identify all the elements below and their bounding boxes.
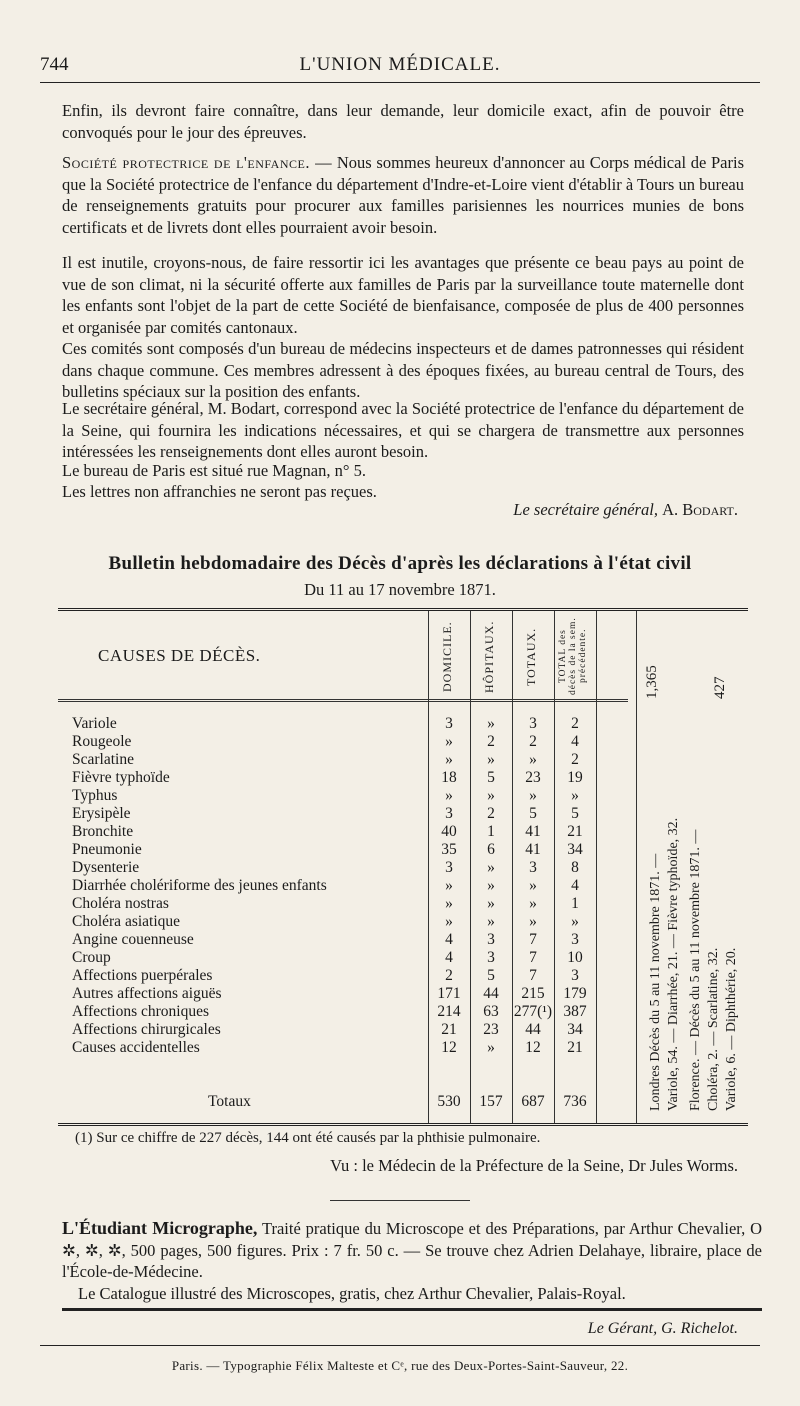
separator [330,1200,470,1201]
paragraph-societe [62,152,744,238]
paragraph-7: Les lettres non affranchies ne seront pas reçues. [62,482,377,501]
deaths-table [58,608,748,1126]
cell-prev: 179 [563,985,587,1002]
table-row [58,895,628,913]
table-row [58,949,628,967]
cause-label: Affections chroniques [72,1003,210,1020]
advertisement [62,1218,762,1304]
cell-hop: 5 [487,769,495,786]
footer-rule [40,1345,760,1346]
cause-label: Scarlatine [72,751,134,768]
cause-label: Rougeole [72,733,132,750]
cell-tot: 277(¹) [513,1003,553,1020]
cell-hop: 6 [487,841,495,858]
table-row [58,751,628,769]
cell-hop: » [487,787,495,804]
cell-hop: 3 [487,931,495,948]
table-row [58,1021,628,1039]
cell-tot: 7 [529,967,537,984]
col-head-precedente: TOTAL des décès de la sem. précédente. [558,617,588,695]
cell-dom: 4 [445,931,453,948]
bulletin-title: Bulletin hebdomadaire des Décès d'après les déclarations à l'état civil [108,553,692,574]
paragraph-1: Enfin, ils devront faire connaître, dans leur demande, leur domicile exact, afin de pouvoir être convoqués pour le jour des épreuves. [62,101,744,142]
cell-prev: 4 [571,877,579,894]
cell-dom: 21 [441,1021,457,1038]
cell-dom: » [445,787,453,804]
cell-hop: » [487,859,495,876]
cell-tot: » [529,877,537,894]
page-header [40,52,760,83]
signature-name: A. Bodart. [662,500,738,519]
ad-catalogue: Le Catalogue illustré des Microscopes, gratis, chez Arthur Chevalier, Palais-Royal. [78,1283,626,1303]
cell-dom: 2 [445,967,453,984]
cell-dom: » [445,751,453,768]
double-rule [62,1308,762,1314]
cell-tot: 12 [525,1039,541,1056]
cell-prev: 21 [567,823,583,840]
cell-hop: 44 [483,985,499,1002]
cell-tot: 7 [529,931,537,948]
vu-signature: Vu : le Médecin de la Préfecture de la Seine, Dr Jules Worms. [330,1156,738,1175]
cause-label: Erysipèle [72,805,131,822]
cell-hop: » [487,913,495,930]
cell-hop: 2 [487,733,495,750]
table-row [58,931,628,949]
cell-dom: » [445,913,453,930]
cell-prev: » [571,787,579,804]
cell-prev: 1 [571,895,579,912]
side-florence-detail2: Variole, 6. — Diphthérie, 20. [724,947,739,1111]
side-florence-detail: Choléra, 2. — Scarlatine, 32. [706,947,721,1111]
table-row [58,1003,628,1021]
cell-tot: 41 [525,823,541,840]
paragraph-6: Le bureau de Paris est situé rue Magnan, n° 5. [62,461,366,480]
cell-tot: 7 [529,949,537,966]
footnote: (1) Sur ce chiffre de 227 décès, 144 ont été causés par la phthisie pulmonaire. [75,1130,541,1146]
cell-tot: 5 [529,805,537,822]
total-dom: 530 [437,1093,461,1110]
ad-text: Traité pratique du Microscope et des Préparations, par Arthur Chevalier, O ✲, ✲, ✲, 500 pages, 500 figures. Prix : 7 fr. 50 c. — Se trouve chez Adrien Delahaye, libraire, place de l'École-de-Médecine. [62,1219,762,1281]
cause-label: Diarrhée cholériforme des jeunes enfants [72,877,327,894]
cell-hop: » [487,877,495,894]
causes-header: CAUSES DE DÉCÈS. [98,646,261,665]
total-tot: 687 [521,1093,545,1110]
bulletin-subtitle: Du 11 au 17 novembre 1871. [304,580,496,599]
cause-label: Dysenterie [72,859,140,876]
cell-prev: 2 [571,751,579,768]
cell-prev: 387 [563,1003,587,1020]
cause-label: Pneumonie [72,841,142,858]
cell-prev: 34 [567,1021,583,1038]
side-total-london: 1,365 [644,665,660,699]
cause-label: Affections puerpérales [72,967,213,984]
cause-label: Angine couenneuse [72,931,194,948]
cell-dom: » [445,733,453,750]
cell-hop: 1 [487,823,495,840]
table-row [58,715,628,733]
table-row [58,787,628,805]
cell-tot: 3 [529,859,537,876]
cell-tot: 41 [525,841,541,858]
total-prev: 736 [563,1093,587,1110]
cell-dom: 3 [445,859,453,876]
cause-label: Croup [72,949,111,966]
total-hop: 157 [479,1093,503,1110]
cell-hop: 23 [483,1021,499,1038]
cell-tot: 23 [525,769,541,786]
gerant: Le Gérant, G. Richelot. [587,1320,738,1337]
cell-dom: 12 [441,1039,457,1056]
cell-hop: 5 [487,967,495,984]
table-row [58,733,628,751]
cell-hop: 2 [487,805,495,822]
cause-label: Typhus [72,787,118,804]
side-londres: Londres Décès du 5 au 11 novembre 1871. — [648,853,663,1111]
cell-tot: 2 [529,733,537,750]
cause-label: Bronchite [72,823,134,840]
cause-label: Choléra nostras [72,895,169,912]
cause-label: Choléra asiatique [72,913,181,930]
cause-label: Fièvre typhoïde [72,769,170,786]
paragraph-3: Il est inutile, croyons-nous, de faire ressortir ici les avantages que présente ce beau pays au point de vue de son climat, ni la sécurité offerte aux familles de Paris par la surveillance toute maternelle dont les enfants sont l'objet de la part de cette Société de bienfaisance, composée de plus de 400 personnes et organisée par comités cantonaux. [62,253,744,337]
paragraph-4: Ces comités sont composés d'un bureau de médecins inspecteurs et de dames patronnesses qui résident dans chaque commune. Ces membres adressent à des époques fixées, au bureau central de Tours, des bulletins spéciaux sur la position des enfants. [62,339,744,401]
cell-prev: 3 [571,967,579,984]
side-londres-detail: Variole, 54. — Diarrhée, 21. — Fièvre typhoïde, 32. [666,817,681,1111]
table-row [58,913,628,931]
cell-hop: » [487,1039,495,1056]
cell-prev: 10 [567,949,583,966]
table-row [58,805,628,823]
cell-dom: 35 [441,841,457,858]
totals-row [58,1093,628,1111]
cell-prev: 34 [567,841,583,858]
cell-dom: » [445,895,453,912]
cell-hop: » [487,751,495,768]
cell-dom: 3 [445,715,453,732]
cause-label: Autres affections aiguës [72,985,222,1002]
cell-prev: 8 [571,859,579,876]
table-row [58,967,628,985]
cell-dom: 3 [445,805,453,822]
table-row [58,1039,628,1057]
col-head-hopitaux: HÔPITAUX. [482,620,496,694]
page-number: 744 [40,54,69,75]
side-florence: Florence. — Décès du 5 au 11 novembre 1871. — [688,829,703,1111]
cell-dom: 214 [437,1003,461,1020]
cell-prev: 19 [567,769,583,786]
cell-dom: 40 [441,823,457,840]
side-total-paris: 427 [712,676,728,699]
cell-prev: 4 [571,733,579,750]
cell-dom: 18 [441,769,457,786]
cell-tot: » [529,913,537,930]
societe-label: Société protectrice de l'enfance. — [62,153,333,172]
table-row [58,877,628,895]
col-head-domicile: DOMICILE. [440,621,454,693]
cell-prev: 5 [571,805,579,822]
cell-hop: 63 [483,1003,499,1020]
cell-dom: » [445,877,453,894]
cell-tot: 3 [529,715,537,732]
paragraph-2: Nous sommes heureux d'annoncer au Corps médical de Paris que la Société protectrice de l'enfance du département d'Indre-et-Loire vient d'établir à Tours un bureau de renseignements gratuits pour procurer aux familles parisiennes les nourrices munies de bons certificats et de livrets dont elles pourraient avoir besoin. [62,153,745,237]
col-head-totaux: TOTAUX. [524,627,538,687]
ad-title: L'Étudiant Micrographe, [62,1218,258,1238]
table-row [58,841,628,859]
paragraph-5: Le secrétaire général, M. Bodart, correspond avec la Société protectrice de l'enfance du département de la Seine, qui fournira les indications nécessaires, et qui se chargera de transmettre aux personnes intéressées les renseignements dont elles auront besoin. [62,399,744,461]
table-row [58,769,628,787]
cell-tot: 44 [525,1021,541,1038]
cell-tot: » [529,895,537,912]
journal-title: L'UNION MÉDICALE. [299,54,501,75]
signature-role: Le secrétaire général, [513,500,658,519]
cell-prev: 2 [571,715,579,732]
cause-label: Affections chirurgicales [72,1021,221,1038]
cell-tot: » [529,751,537,768]
cell-tot: » [529,787,537,804]
printer-footer: Paris. — Typographie Félix Malteste et Cᵉ, rue des Deux-Portes-Saint-Sauveur, 22. [171,1358,629,1373]
cell-prev: 3 [571,931,579,948]
cell-tot: 215 [521,985,545,1002]
table-row [58,859,628,877]
cell-dom: 4 [445,949,453,966]
cause-label: Causes accidentelles [72,1039,200,1056]
signature [513,500,738,520]
cell-dom: 171 [437,985,461,1002]
cell-hop: » [487,895,495,912]
cell-hop: » [487,715,495,732]
cell-prev: 21 [567,1039,583,1056]
cell-prev: » [571,913,579,930]
cell-hop: 3 [487,949,495,966]
cause-label: Variole [72,715,117,732]
totals-label: Totaux [208,1093,251,1110]
table-row [58,823,628,841]
table-row [58,985,628,1003]
